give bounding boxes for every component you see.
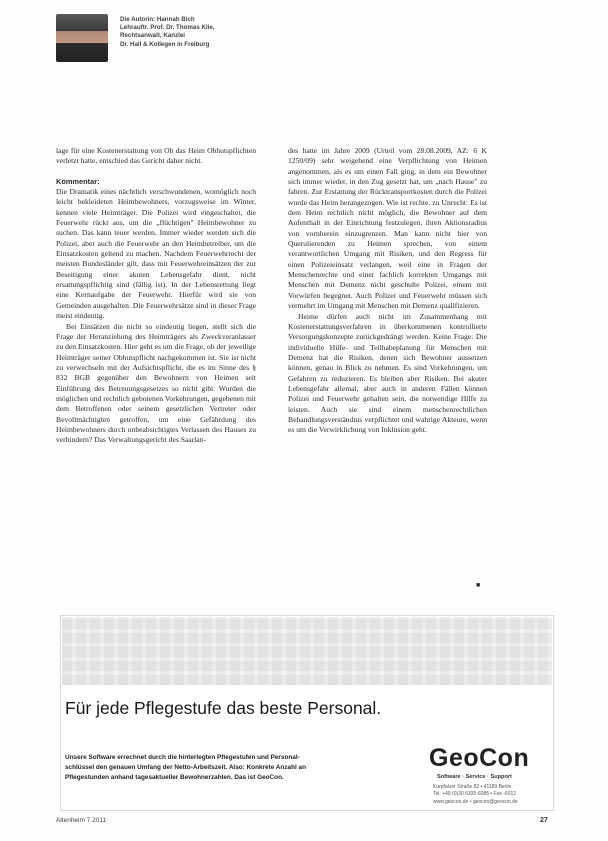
ad-body-line: Unsere Software errechnet durch die hinterlegten Pflegestufen und Personal- xyxy=(65,754,300,761)
ad-background-pattern xyxy=(62,617,552,685)
geocon-contact xyxy=(433,784,551,806)
geocon-tagline: Software · Service · Support xyxy=(437,774,512,780)
body-paragraph: Heime dürfen auch nicht im Zusammenhang mit Kostenerstattungsverfahren in überkommenen kontrollierte Versorgungskonzepte zurückgedrängt werden. Keine Frage: Die individuelle Hilfe- und Teilhabeplanung für Menschen mit Demenz hat die Risiken, denen sich Bewohner aussetzen können, genau in Blick zu nehmen. Es sind Vorkehrungen, um Gefahren zu reduzieren. Es bleiben aber Risiken. Bei akuter Lebensgefahr allemal, aber auch in anderen Fällen können Polizei und Feuerwehr gehalten sein, die notwendige Hilfe zu leisten. Auch sie sind einem menschenrechtlichen Behandlungsverständnis verpflichtet und wahrige Akteure, wenn es um die Verwirklichung von Inklusion geht. xyxy=(288,311,487,435)
ad-body-line: Pflegestunden anhand tagesaktueller Bewohnerzahlen. Das ist GeoCon. xyxy=(65,773,284,781)
body-paragraph: Die Dramatik eines nächtlich verschwundenen, womöglich noch leicht bekleideten Heimbewohners, vorzugsweise im Winter, kennen viele Heimträger. Die Polizei wird eingeschaltet, die Feuerwehr rückt aus, um die „flüchtigen" Heimbewohner zu suchen. Das kann teuer werden. Immer wieder werden sich die Polizei, aber auch die Feuerwehr an den Heimbetreiber, um die Einsatzkosten geltend zu machen. Nachdem Feuerwehrrecht der meisten Bundesländer gilt, dass mit Feuerwehreinsätzen der zur Beseitigung einer akuten Lebensgefahr dient, nicht ersattungspflichtig sind (fällig ist). In der Lebensrettung liegt eine Kernaufgabe der Feuerwehr. Hierfür wird sie von Gemeinden ausgehalten. Die Feuerwehrsätze sind in dieser Frage meist eindeutig. xyxy=(56,187,256,321)
geocon-logo[interactable]: GeoCon xyxy=(429,744,530,772)
author-line: Rechtsanwalt, Kanzlei xyxy=(120,32,185,40)
author-line: Dr. Hall & Kollegen in Freiburg xyxy=(120,40,210,48)
contact-line: Kurpfalzer Straße 82 • 41189 Berlin xyxy=(433,784,512,790)
author-box xyxy=(56,14,276,62)
page-number: 27 xyxy=(540,817,548,824)
author-photo xyxy=(56,14,108,62)
footer-issue: Altenheim 7 2011 xyxy=(56,817,107,824)
advertisement[interactable] xyxy=(60,615,554,811)
intro-paragraph: lage für eine Kostenerstattung von Ob das Heim Obhutspflichten verletzt hatte, entschied das Gericht daher nicht. xyxy=(56,146,256,166)
left-column xyxy=(56,146,256,446)
author-line: Lehrauftr. Prof. Dr. Thomas Klie, xyxy=(120,24,215,32)
contact-link[interactable]: www.geocon.de • geocon@geocon.de xyxy=(433,798,518,805)
ad-headline: Für jede Pflegestufe das beste Personal. xyxy=(65,698,382,718)
ad-body xyxy=(65,753,395,782)
body-paragraph: Bei Einsätzen die nicht so eindeutig liegen, stellt sich die Frage der Heranziehung des Heimträgers als Zweckveranlasser zu den Einsatzkosten. Hier geht es um die Frage, ob der jeweilige Heimträger seiner Obhutspflicht nachgekommen ist. Sie ist nicht zu verwechseln mit der Aufsichtspflicht, die es im Sinne des § 832 BGB gegenüber den Bewohnern von Heimen seit Einführung des Betreuungsgesetzes so nicht gibt. Wurden die möglichen und rechtlich gebotenen Vorkehrungen, gegebenen mit dem Betroffenen oder seinem gesetzlichen Vertreter oder Bevollmächtigten getroffen, um eine Gefährdung des Heimbewohners durch unbeabsichtigtes Verlassen des Hauses zu verhindern? Das Verwaltungsgericht des Saarlan- xyxy=(56,321,256,445)
right-column xyxy=(288,146,487,436)
comment-heading: Kommentar: xyxy=(56,176,100,186)
contact-line: Tel. +49 (0)30 6335-6085 • Fax -6012 xyxy=(433,791,517,798)
author-info xyxy=(120,16,280,49)
author-line: Die Autorin: Hannah Bich xyxy=(120,16,195,23)
ad-body-line: schlüssel den genauen Umfang der Netto-Arbeitszeit. Also: Konkrete Anzahl an xyxy=(65,763,306,771)
body-paragraph: des hatte im Jahre 2009 (Urteil vom 28.08.2009, AZ: 6 K 1250/09) sehr weigehend eine Verpflichtung von Heimen angenommen, als es um einen Fall ging, in dem ein Bewohner sich immer wieder, in den Zug gesetzt hat, um „nach Hause" zu fahren. Zur Erstattung der Rücktransportkosten durch die Polizei wurde das Heim herangezogen. Wie ist rechte. zu Unrecht: Es ist dem Heim rechtlich nicht möglich, die Bewohner auf dem Aufenthalt in der Einrichtung festzulegen, ihren Aktionsradius von vornherein einzugrenzen. Man kann nicht hier von Querulierenden zu Heimen sprechen, von einem verantwortlichen Umgang mit Risiken, und den Regress für einen Polizeieinsatz verlangen, weil eine in Fragen der Menschenrechte und einer fachlich korrekten Umgangs mit Menschen mit Demenz nicht geschulte Polizei, einem mit Vorwürfen begegnet. Auch Polizei und Feuerwehr müssen sich vermehrt im Umgang mit Menschen mit Demenz qualifizieren. xyxy=(288,146,487,311)
end-mark: ■ xyxy=(476,582,481,589)
